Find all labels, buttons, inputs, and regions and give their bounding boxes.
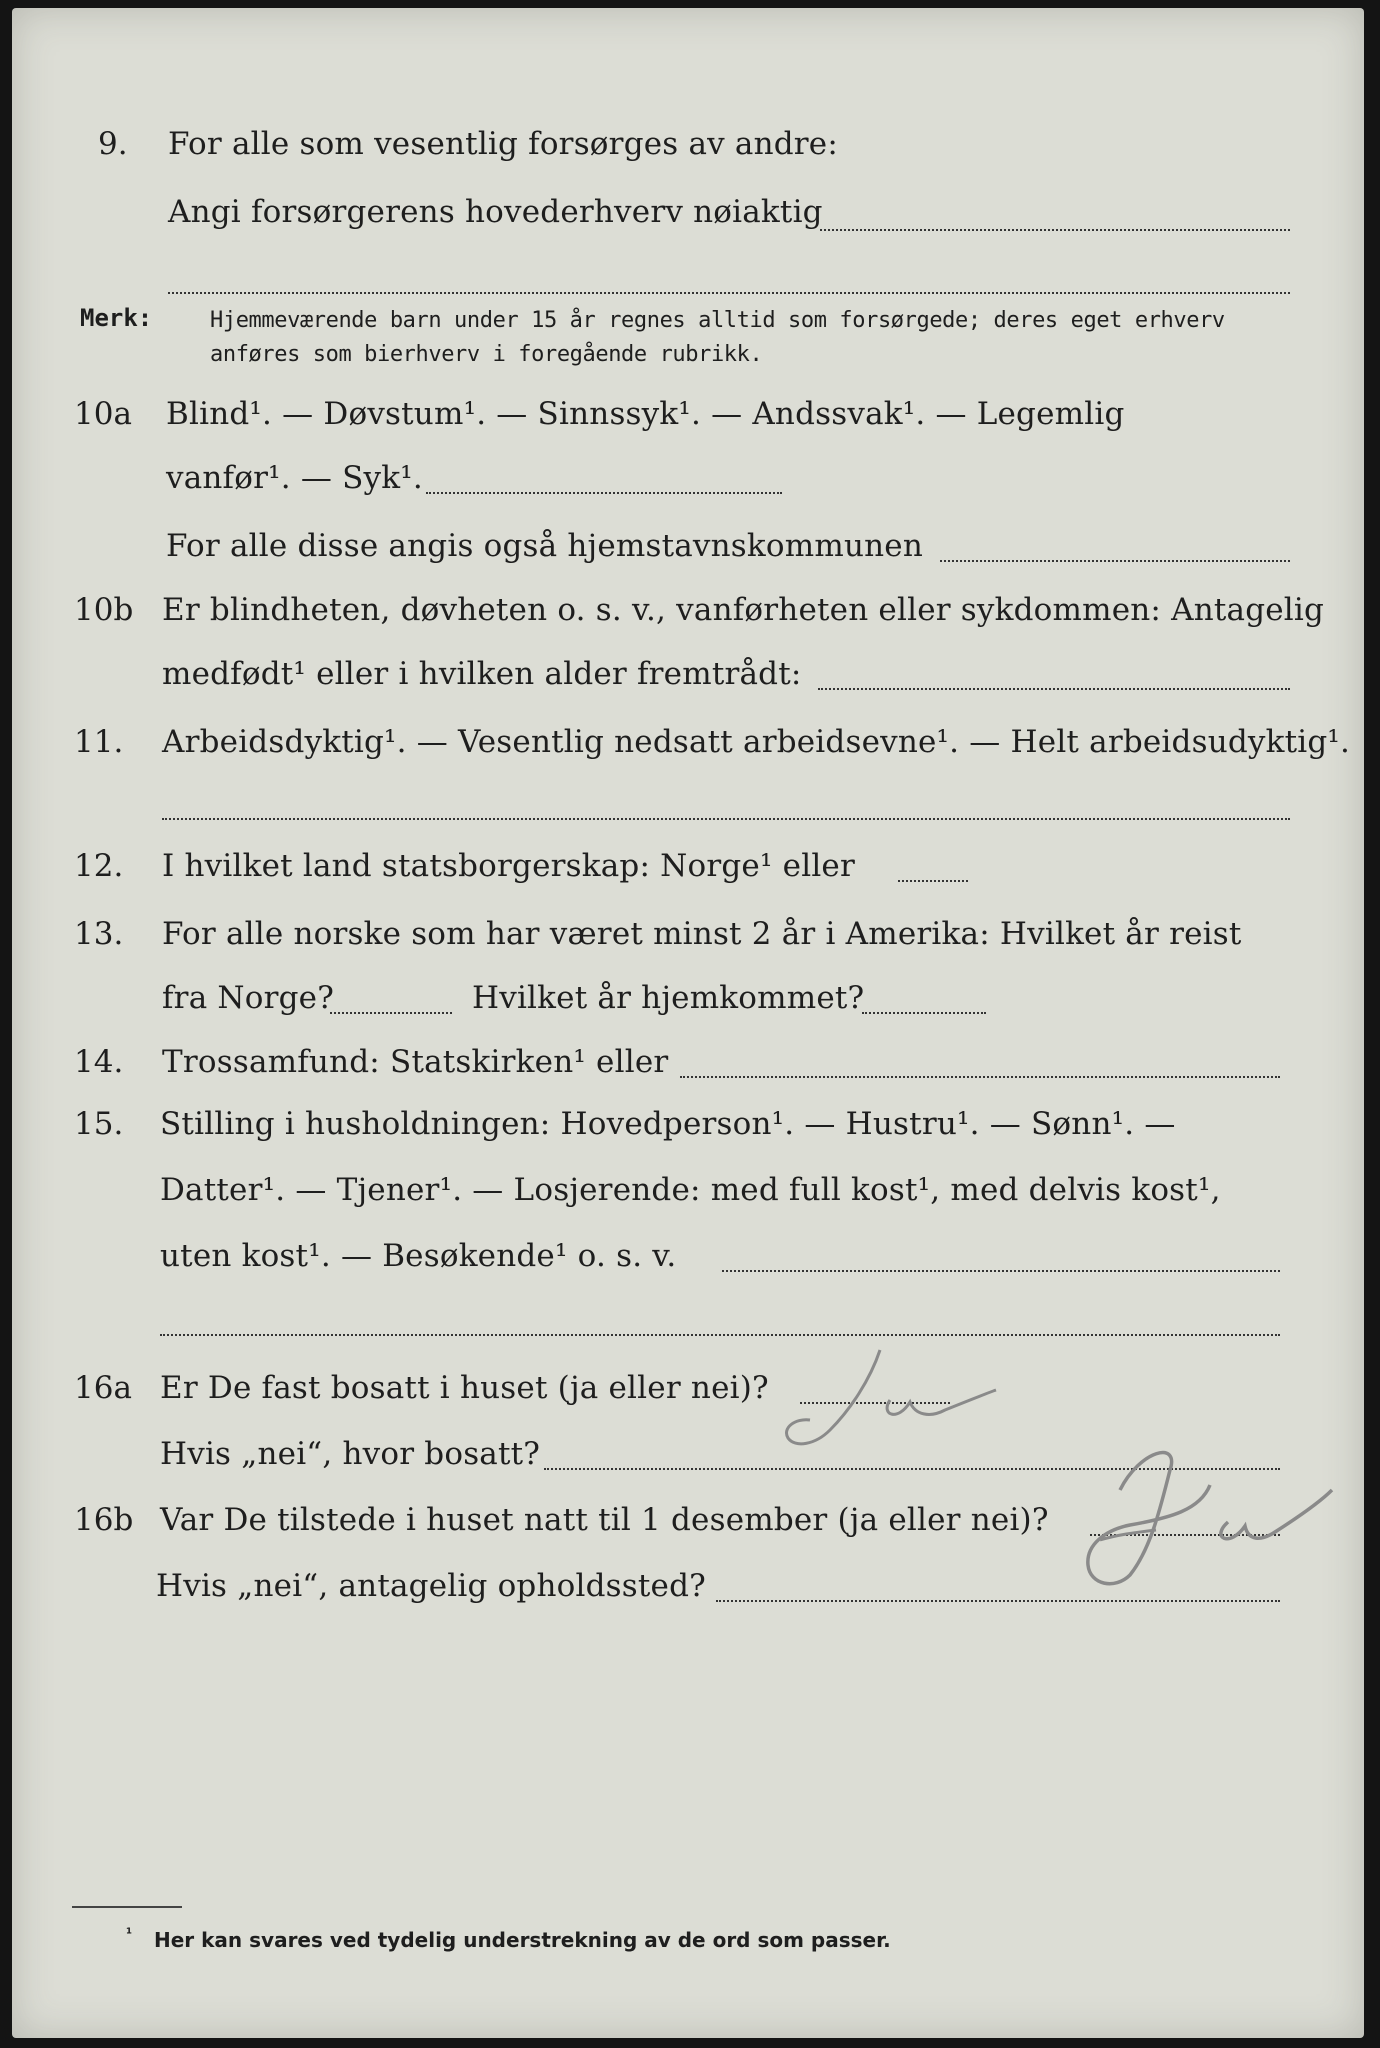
q12-number: 12.	[74, 848, 124, 884]
q16b-opholdssted-field[interactable]	[716, 1600, 1280, 1602]
q10b-line2: medfødt¹ eller i hvilken alder fremtrådt:	[162, 656, 802, 692]
q10a-number: 10a	[74, 396, 132, 432]
q16b-line2: Hvis „nei“, antagelig opholdssted?	[156, 1568, 706, 1604]
q14-line1: Trossamfund: Statskirken¹ eller	[162, 1044, 669, 1080]
q10a-hjemstavn-field[interactable]	[940, 560, 1290, 562]
q10a-line1: Blind¹. — Døvstum¹. — Sinnssyk¹. — Andssvak¹. — Legemlig	[166, 396, 1125, 432]
q13-line2a: fra Norge?	[162, 980, 335, 1016]
q13-line1: For alle norske som har været minst 2 år i Amerika: Hvilket år reist	[162, 916, 1242, 952]
q16a-line2: Hvis „nei“, hvor bosatt?	[160, 1436, 541, 1472]
q11-line1: Arbeidsdyktig¹. — Vesentlig nedsatt arbeidsevne¹. — Helt arbeidsudyktig¹.	[162, 724, 1351, 760]
q15-answer-field[interactable]	[722, 1270, 1280, 1272]
q14-number: 14.	[74, 1044, 124, 1080]
q16b-handwritten-answer	[1060, 1430, 1340, 1590]
q16b-line1: Var De tilstede i huset natt til 1 desember (ja eller nei)?	[160, 1502, 1049, 1538]
q9-line2: Angi forsørgerens hovederhverv nøiaktig	[168, 194, 823, 230]
q12-line1: I hvilket land statsborgerskap: Norge¹ eller	[162, 848, 855, 884]
q16b-number: 16b	[74, 1502, 134, 1538]
q13-hjemkommet-field[interactable]	[862, 1012, 986, 1014]
q10b-number: 10b	[74, 592, 134, 628]
footnote-text: Her kan svares ved tydelig understrekning av de ord som passer.	[154, 1928, 891, 1952]
footnote-rule	[72, 1906, 182, 1908]
merk-line2: anføres som bierhverv i foregående rubrikk.	[210, 342, 763, 367]
q16a-line1: Er De fast bosatt i huset (ja eller nei)?	[160, 1370, 769, 1406]
q12-answer-field[interactable]	[898, 880, 968, 882]
q16a-handwritten-answer	[770, 1340, 1000, 1460]
q13-number: 13.	[74, 916, 124, 952]
q10b-answer-field[interactable]	[818, 688, 1290, 690]
footnote-mark: ¹	[126, 1926, 133, 1942]
q15-line2: Datter¹. — Tjener¹. — Losjerende: med full kost¹, med delvis kost¹,	[160, 1172, 1221, 1208]
q15-line1: Stilling i husholdningen: Hovedperson¹. — Hustru¹. — Sønn¹. —	[160, 1106, 1176, 1142]
q15-line3: uten kost¹. — Besøkende¹ o. s. v.	[160, 1238, 677, 1274]
q9-number: 9.	[98, 126, 128, 162]
merk-line1: Hjemmeværende barn under 15 år regnes alltid som forsørgede; deres eget erhverv	[210, 308, 1225, 333]
q10b-line1: Er blindheten, døvheten o. s. v., vanførheten eller sykdommen: Antagelig	[162, 592, 1325, 628]
q9-answer-field-2[interactable]	[168, 292, 1290, 294]
q15-number: 15.	[74, 1106, 124, 1142]
merk-label: Merk:	[80, 304, 153, 332]
q9-answer-field[interactable]	[820, 229, 1290, 231]
q16a-number: 16a	[74, 1370, 132, 1406]
q11-number: 11.	[74, 724, 124, 760]
q13-reist-field[interactable]	[330, 1012, 452, 1014]
q9-line1: For alle som vesentlig forsørges av andre:	[168, 126, 838, 162]
q14-answer-field[interactable]	[680, 1076, 1280, 1078]
q15-answer-field-2[interactable]	[160, 1334, 1280, 1336]
q10a-line3: For alle disse angis også hjemstavnskommunen	[166, 528, 923, 564]
q10a-line2: vanfør¹. — Syk¹.	[166, 460, 423, 496]
q13-line2b: Hvilket år hjemkommet?	[472, 980, 865, 1016]
q11-answer-field[interactable]	[162, 818, 1290, 820]
q10a-syk-field[interactable]	[426, 492, 782, 494]
